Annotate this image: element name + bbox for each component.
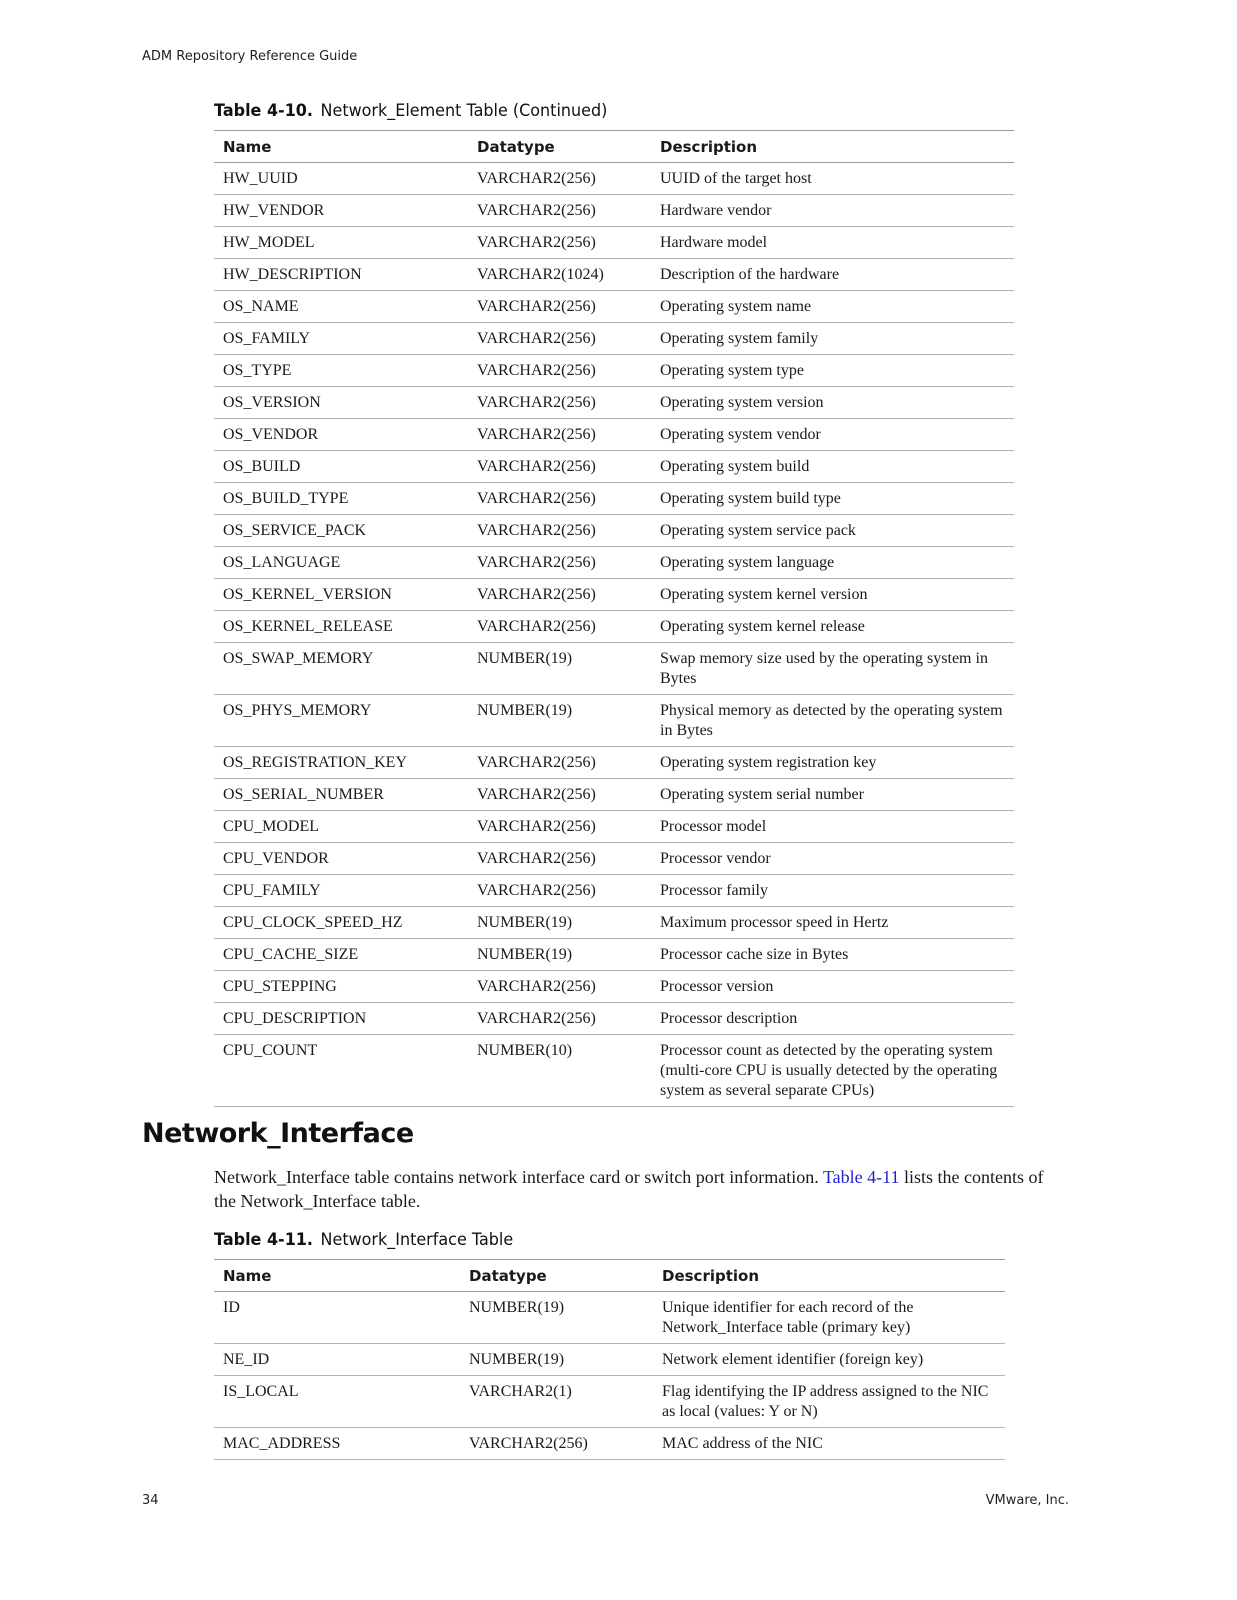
cell-datatype: NUMBER(19) (460, 1344, 653, 1376)
table-4-11-link[interactable]: Table 4-11 (822, 1167, 900, 1187)
table-row (214, 875, 1014, 907)
cell-description: Physical memory as detected by the operating system in Bytes (651, 695, 1014, 747)
table-row (214, 291, 1014, 323)
footer-company: VMware, Inc. (985, 1493, 1069, 1508)
cell-datatype: VARCHAR2(256) (468, 875, 651, 907)
cell-description: Unique identifier for each record of the Network_Interface table (primary key) (653, 1292, 1005, 1344)
cell-name: OS_REGISTRATION_KEY (214, 747, 468, 779)
cell-datatype: VARCHAR2(256) (460, 1428, 653, 1460)
cell-datatype: VARCHAR2(256) (468, 747, 651, 779)
cell-name: CPU_COUNT (214, 1035, 468, 1107)
section-heading: Network_Interface (142, 1118, 414, 1149)
cell-name: MAC_ADDRESS (214, 1428, 460, 1460)
cell-datatype: NUMBER(19) (468, 939, 651, 971)
cell-datatype: VARCHAR2(256) (468, 611, 651, 643)
table-row (214, 323, 1014, 355)
cell-datatype: VARCHAR2(256) (468, 227, 651, 259)
cell-datatype: VARCHAR2(256) (468, 779, 651, 811)
table-row (214, 695, 1014, 747)
cell-name: OS_KERNEL_RELEASE (214, 611, 468, 643)
cell-description: MAC address of the NIC (653, 1428, 1005, 1460)
cell-description: Operating system language (651, 547, 1014, 579)
table-row (214, 747, 1014, 779)
cell-description: Maximum processor speed in Hertz (651, 907, 1014, 939)
cell-name: HW_DESCRIPTION (214, 259, 468, 291)
cell-name: CPU_MODEL (214, 811, 468, 843)
cell-datatype: VARCHAR2(256) (468, 579, 651, 611)
cell-description: Processor version (651, 971, 1014, 1003)
table-caption (214, 101, 607, 121)
cell-description: Network element identifier (foreign key) (653, 1344, 1005, 1376)
cell-description: Processor vendor (651, 843, 1014, 875)
cell-name: CPU_VENDOR (214, 843, 468, 875)
column-header-name: Name (214, 1260, 460, 1292)
cell-datatype: VARCHAR2(256) (468, 355, 651, 387)
table-row (214, 907, 1014, 939)
table-row (214, 1292, 1005, 1344)
cell-name: CPU_CACHE_SIZE (214, 939, 468, 971)
intro-text-continued: lists the contents of the Network_Interface table. (214, 1167, 1044, 1211)
column-header-name: Name (214, 131, 468, 163)
cell-description: Processor model (651, 811, 1014, 843)
cell-datatype: VARCHAR2(256) (468, 483, 651, 515)
cell-datatype: VARCHAR2(256) (468, 291, 651, 323)
page-number: 34 (142, 1493, 159, 1508)
cell-description: Swap memory size used by the operating system in Bytes (651, 643, 1014, 695)
table-row (214, 579, 1014, 611)
cell-datatype: VARCHAR2(256) (468, 323, 651, 355)
cell-datatype: NUMBER(19) (460, 1292, 653, 1344)
table-body (214, 163, 1014, 1107)
cell-name: CPU_DESCRIPTION (214, 1003, 468, 1035)
cell-name: ID (214, 1292, 460, 1344)
table-row (214, 227, 1014, 259)
cell-name: OS_SWAP_MEMORY (214, 643, 468, 695)
table-row (214, 1003, 1014, 1035)
cell-datatype: NUMBER(19) (468, 907, 651, 939)
table-row (214, 971, 1014, 1003)
cell-description: Operating system vendor (651, 419, 1014, 451)
cell-datatype: VARCHAR2(256) (468, 163, 651, 195)
cell-name: OS_VENDOR (214, 419, 468, 451)
cell-description: Hardware vendor (651, 195, 1014, 227)
cell-name: NE_ID (214, 1344, 460, 1376)
cell-datatype: VARCHAR2(256) (468, 843, 651, 875)
cell-name: OS_TYPE (214, 355, 468, 387)
table-row (214, 779, 1014, 811)
cell-description: Processor family (651, 875, 1014, 907)
table-caption-title: Network_Element Table (Continued) (320, 101, 608, 121)
table-row (214, 611, 1014, 643)
cell-description: Operating system name (651, 291, 1014, 323)
cell-datatype: VARCHAR2(1) (460, 1376, 653, 1428)
column-header-description: Description (653, 1260, 1005, 1292)
table-caption-title: Network_Interface Table (320, 1230, 514, 1250)
table-row (214, 483, 1014, 515)
table-row (214, 515, 1014, 547)
cell-datatype: NUMBER(10) (468, 1035, 651, 1107)
cell-datatype: VARCHAR2(256) (468, 195, 651, 227)
table-row (214, 939, 1014, 971)
table-row (214, 1344, 1005, 1376)
cell-datatype: VARCHAR2(256) (468, 971, 651, 1003)
cell-description: Operating system build type (651, 483, 1014, 515)
cell-description: Operating system service pack (651, 515, 1014, 547)
cell-name: OS_SERIAL_NUMBER (214, 779, 468, 811)
column-header-description: Description (651, 131, 1014, 163)
cell-name: CPU_CLOCK_SPEED_HZ (214, 907, 468, 939)
table-caption-number: Table 4-11. (214, 1230, 314, 1250)
cell-name: HW_VENDOR (214, 195, 468, 227)
table-row (214, 1376, 1005, 1428)
cell-datatype: VARCHAR2(256) (468, 1003, 651, 1035)
cell-name: OS_NAME (214, 291, 468, 323)
cell-description: Description of the hardware (651, 259, 1014, 291)
cell-description: Operating system kernel version (651, 579, 1014, 611)
cell-description: Operating system build (651, 451, 1014, 483)
cell-name: OS_PHYS_MEMORY (214, 695, 468, 747)
cell-description: Operating system serial number (651, 779, 1014, 811)
cell-datatype: NUMBER(19) (468, 695, 651, 747)
cell-name: OS_BUILD_TYPE (214, 483, 468, 515)
running-header: ADM Repository Reference Guide (142, 49, 358, 64)
cell-description: Processor cache size in Bytes (651, 939, 1014, 971)
cell-name: HW_UUID (214, 163, 468, 195)
table-header-row (214, 1260, 1005, 1292)
network-element-table (214, 130, 1014, 1107)
table-row (214, 195, 1014, 227)
cell-description: Operating system version (651, 387, 1014, 419)
cell-description: Operating system kernel release (651, 611, 1014, 643)
cell-datatype: NUMBER(19) (468, 643, 651, 695)
cell-datatype: VARCHAR2(256) (468, 451, 651, 483)
cell-name: OS_BUILD (214, 451, 468, 483)
column-header-datatype: Datatype (460, 1260, 653, 1292)
cell-datatype: VARCHAR2(256) (468, 547, 651, 579)
cell-datatype: VARCHAR2(256) (468, 419, 651, 451)
cell-name: CPU_STEPPING (214, 971, 468, 1003)
column-header-datatype: Datatype (468, 131, 651, 163)
cell-name: OS_KERNEL_VERSION (214, 579, 468, 611)
cell-name: CPU_FAMILY (214, 875, 468, 907)
cell-datatype: VARCHAR2(1024) (468, 259, 651, 291)
table-row (214, 163, 1014, 195)
table-row (214, 1035, 1014, 1107)
table-row (214, 355, 1014, 387)
table-row (214, 1428, 1005, 1460)
table-caption (214, 1230, 513, 1250)
table-row (214, 387, 1014, 419)
network-interface-table (214, 1259, 1005, 1460)
table-row (214, 811, 1014, 843)
table-header-row (214, 131, 1014, 163)
cell-name: HW_MODEL (214, 227, 468, 259)
table-row (214, 643, 1014, 695)
cell-description: Processor count as detected by the operating system (multi-core CPU is usually detected by the operating system as several separate CPUs) (651, 1035, 1014, 1107)
table-row (214, 547, 1014, 579)
cell-name: OS_VERSION (214, 387, 468, 419)
cell-name: OS_SERVICE_PACK (214, 515, 468, 547)
intro-text: Network_Interface table contains network interface card or switch port information. (214, 1167, 823, 1187)
table-caption-number: Table 4-10. (214, 101, 314, 121)
cell-description: Processor description (651, 1003, 1014, 1035)
table-row (214, 451, 1014, 483)
table-row (214, 419, 1014, 451)
cell-description: Operating system type (651, 355, 1014, 387)
table-row (214, 843, 1014, 875)
cell-datatype: VARCHAR2(256) (468, 811, 651, 843)
cell-description: Hardware model (651, 227, 1014, 259)
cell-datatype: VARCHAR2(256) (468, 515, 651, 547)
cell-name: IS_LOCAL (214, 1376, 460, 1428)
cell-name: OS_LANGUAGE (214, 547, 468, 579)
cell-description: UUID of the target host (651, 163, 1014, 195)
cell-description: Operating system registration key (651, 747, 1014, 779)
table-body (214, 1292, 1005, 1460)
cell-description: Flag identifying the IP address assigned to the NIC as local (values: Y or N) (653, 1376, 1005, 1428)
cell-name: OS_FAMILY (214, 323, 468, 355)
intro-paragraph (214, 1165, 1044, 1213)
cell-description: Operating system family (651, 323, 1014, 355)
cell-datatype: VARCHAR2(256) (468, 387, 651, 419)
table-row (214, 259, 1014, 291)
